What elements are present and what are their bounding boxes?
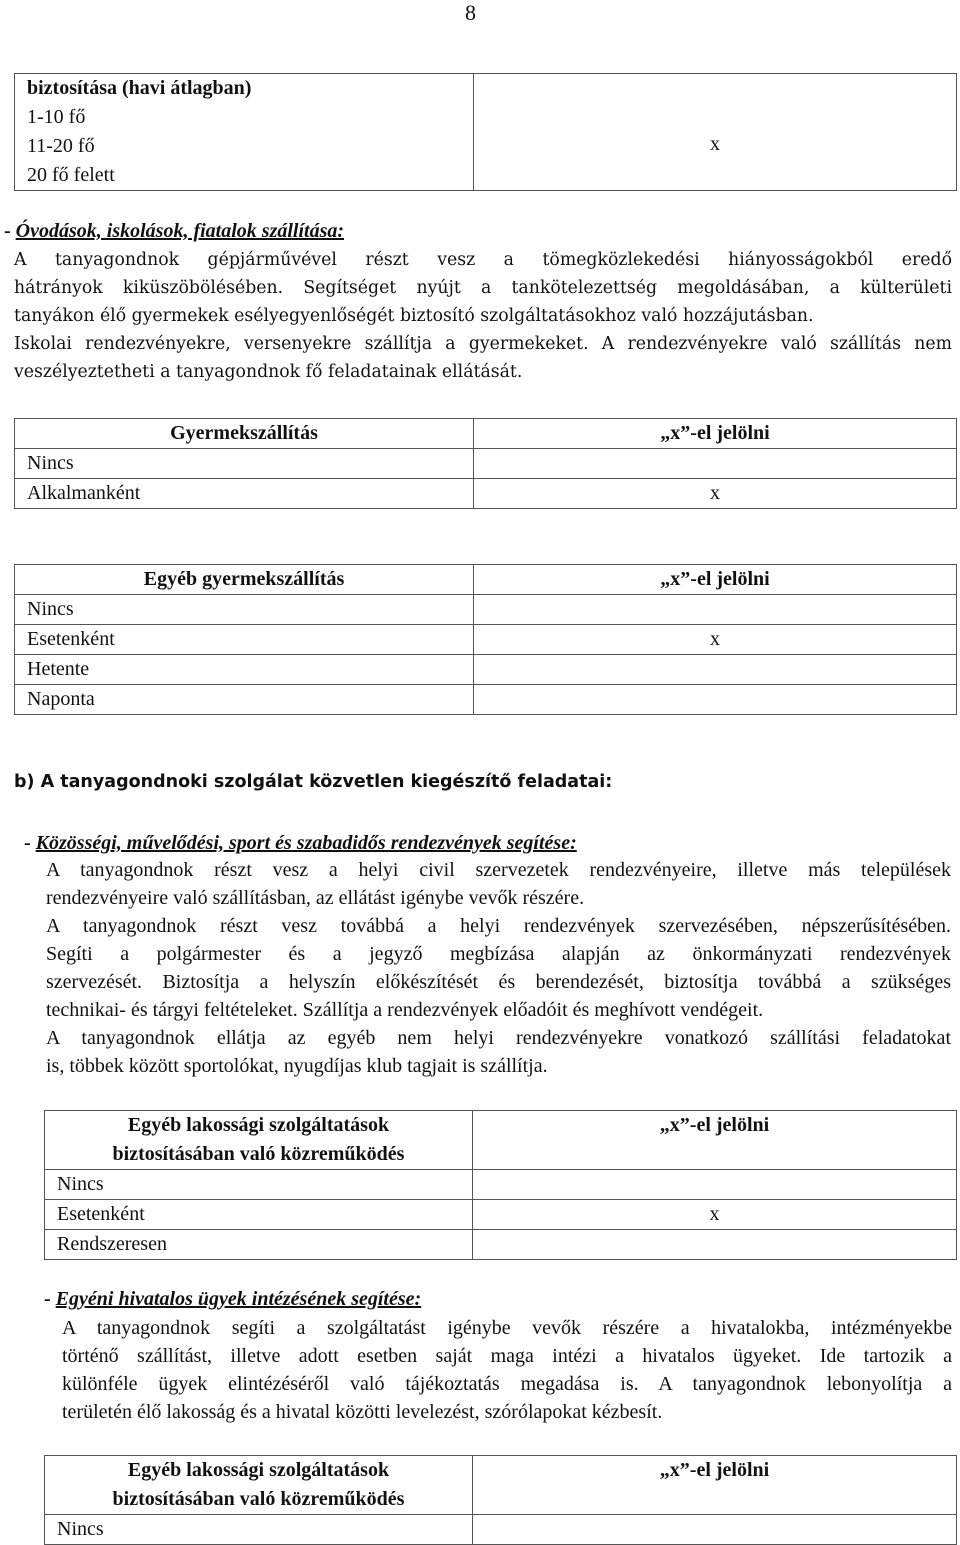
mark-column-header: „x”-el jelölni [474,419,957,449]
section-community-events [24,829,954,857]
section-heading: - Egyéni hivatalos ügyek intézésének segítése: [44,1288,422,1310]
community-services-table [44,1110,957,1260]
option-cell: Nincs [15,595,474,625]
paragraph-line: A tanyagondnok gépjárművével részt vesz a tömegközlekedési hiányosságokból eredő [14,250,952,270]
option-cell: Nincs [15,449,474,479]
capacity-option: 20 fő felett [27,164,115,186]
capacity-heading: biztosítása (havi átlagban) [27,77,252,99]
section-official-text [62,1314,952,1426]
capacity-option: 1-10 fő [27,106,86,128]
mark-cell [474,449,957,479]
mark-cell: x [474,479,957,509]
community-services-table-2 [44,1455,957,1545]
section-b-title: b) A tanyagondnoki szolgálat közvetlen kiegészítő feladatai: [14,772,613,792]
page-number: 8 [465,0,476,25]
paragraph-line: Segíti a polgármester és a jegyző megbízása alapján az önkormányzati rendezvények [46,943,951,965]
mark-cell: x [474,625,957,655]
option-cell: Hetente [15,655,474,685]
mark-cell [474,655,957,685]
child-transport-table [14,418,957,509]
mark-column-header: „x”-el jelölni [473,1456,957,1515]
paragraph-line: technikai- és tárgyi feltételeket. Szállítja a rendezvények előadóit és meghívott vendégeit. [46,999,764,1021]
paragraph-line: A tanyagondnok segíti a szolgáltatást igénybe vevők részére a hivatalokba, intézményekbe [62,1317,952,1339]
section-heading: - Óvodások, iskolások, fiatalok szállítása: [4,220,345,242]
column-header: Egyéb gyermekszállítás [15,565,474,595]
paragraph-line: területén élő lakosság és a hivatal közötti levelezést, szórólapokat kézbesít. [62,1401,663,1423]
x-mark: x [710,132,720,155]
option-cell: Naponta [15,685,474,715]
section-official-matters [44,1285,952,1313]
option-cell: Nincs [45,1170,473,1200]
paragraph-line: tanyákon élő gyermekek esélyegyenlőségét biztosító szolgáltatásokhoz való hozzájutásban. [14,306,814,326]
capacity-table [14,73,957,191]
capacity-options-cell [15,74,474,191]
mark-column-header: „x”-el jelölni [474,565,957,595]
paragraph-line: szervezését. Biztosítja a helyszín előkészítését és berendezését, biztosítja továbbá a szükséges [46,971,951,993]
paragraph-line: rendezvényeire való szállításban, az ellátást igénybe vevők részére. [46,887,585,909]
paragraph-line: hátrányok kiküszöbölésében. Segítséget nyújt a tankötelezettség megoldásában, a külterületi [14,278,952,298]
option-cell: Esetenként [45,1200,473,1230]
column-header: Egyéb lakossági szolgáltatások biztosításában való közreműködés [45,1111,473,1170]
mark-column-header: „x”-el jelölni [473,1111,957,1170]
paragraph-line: Iskolai rendezvényekre, versenyekre szállítja a gyermekeket. A rendezvényekre való szállítás nem [14,334,952,354]
column-header: Gyermekszállítás [15,419,474,449]
paragraph-line: A tanyagondnok részt vesz a helyi civil szervezetek rendezvényeire, illetve más települések [46,859,951,881]
section-community-text [46,856,951,1080]
option-cell: Nincs [45,1515,473,1545]
capacity-mark-cell [474,74,957,191]
mark-cell [473,1230,957,1260]
mark-cell [474,595,957,625]
option-cell: Alkalmanként [15,479,474,509]
mark-cell [473,1170,957,1200]
paragraph-line: is, többek között sportolókat, nyugdíjas klub tagjait is szállítja. [46,1055,548,1077]
paragraph-line: történő szállítást, illetve adott esetben saját maga intézi a hivatalos ügyeket. Ide tartozik a [62,1345,952,1367]
capacity-option: 11-20 fő [27,135,95,157]
section-childcare-transport [4,217,952,245]
other-child-transport-table [14,564,957,715]
section-heading: - Közösségi, művelődési, sport és szabadidős rendezvények segítése: [24,832,577,854]
paragraph-line: különféle ügyek elintézéséről való tájékoztatás megadása is. A tanyagondnok lebonyolítja a [62,1373,952,1395]
mark-cell [473,1515,957,1545]
option-cell: Rendszeresen [45,1230,473,1260]
mark-cell [474,685,957,715]
paragraph-line: A tanyagondnok részt vesz továbbá a helyi rendezvények szervezésében, népszerűsítésében. [46,915,951,937]
option-cell: Esetenként [15,625,474,655]
column-header: Egyéb lakossági szolgáltatások biztosításában való közreműködés [45,1456,473,1515]
mark-cell: x [473,1200,957,1230]
paragraph-line: veszélyeztetheti a tanyagondnok fő feladatainak ellátását. [14,362,523,382]
section-childcare-text [14,246,952,386]
paragraph-line: A tanyagondnok ellátja az egyéb nem helyi rendezvényekre vonatkozó szállítási feladatokat [46,1027,951,1049]
